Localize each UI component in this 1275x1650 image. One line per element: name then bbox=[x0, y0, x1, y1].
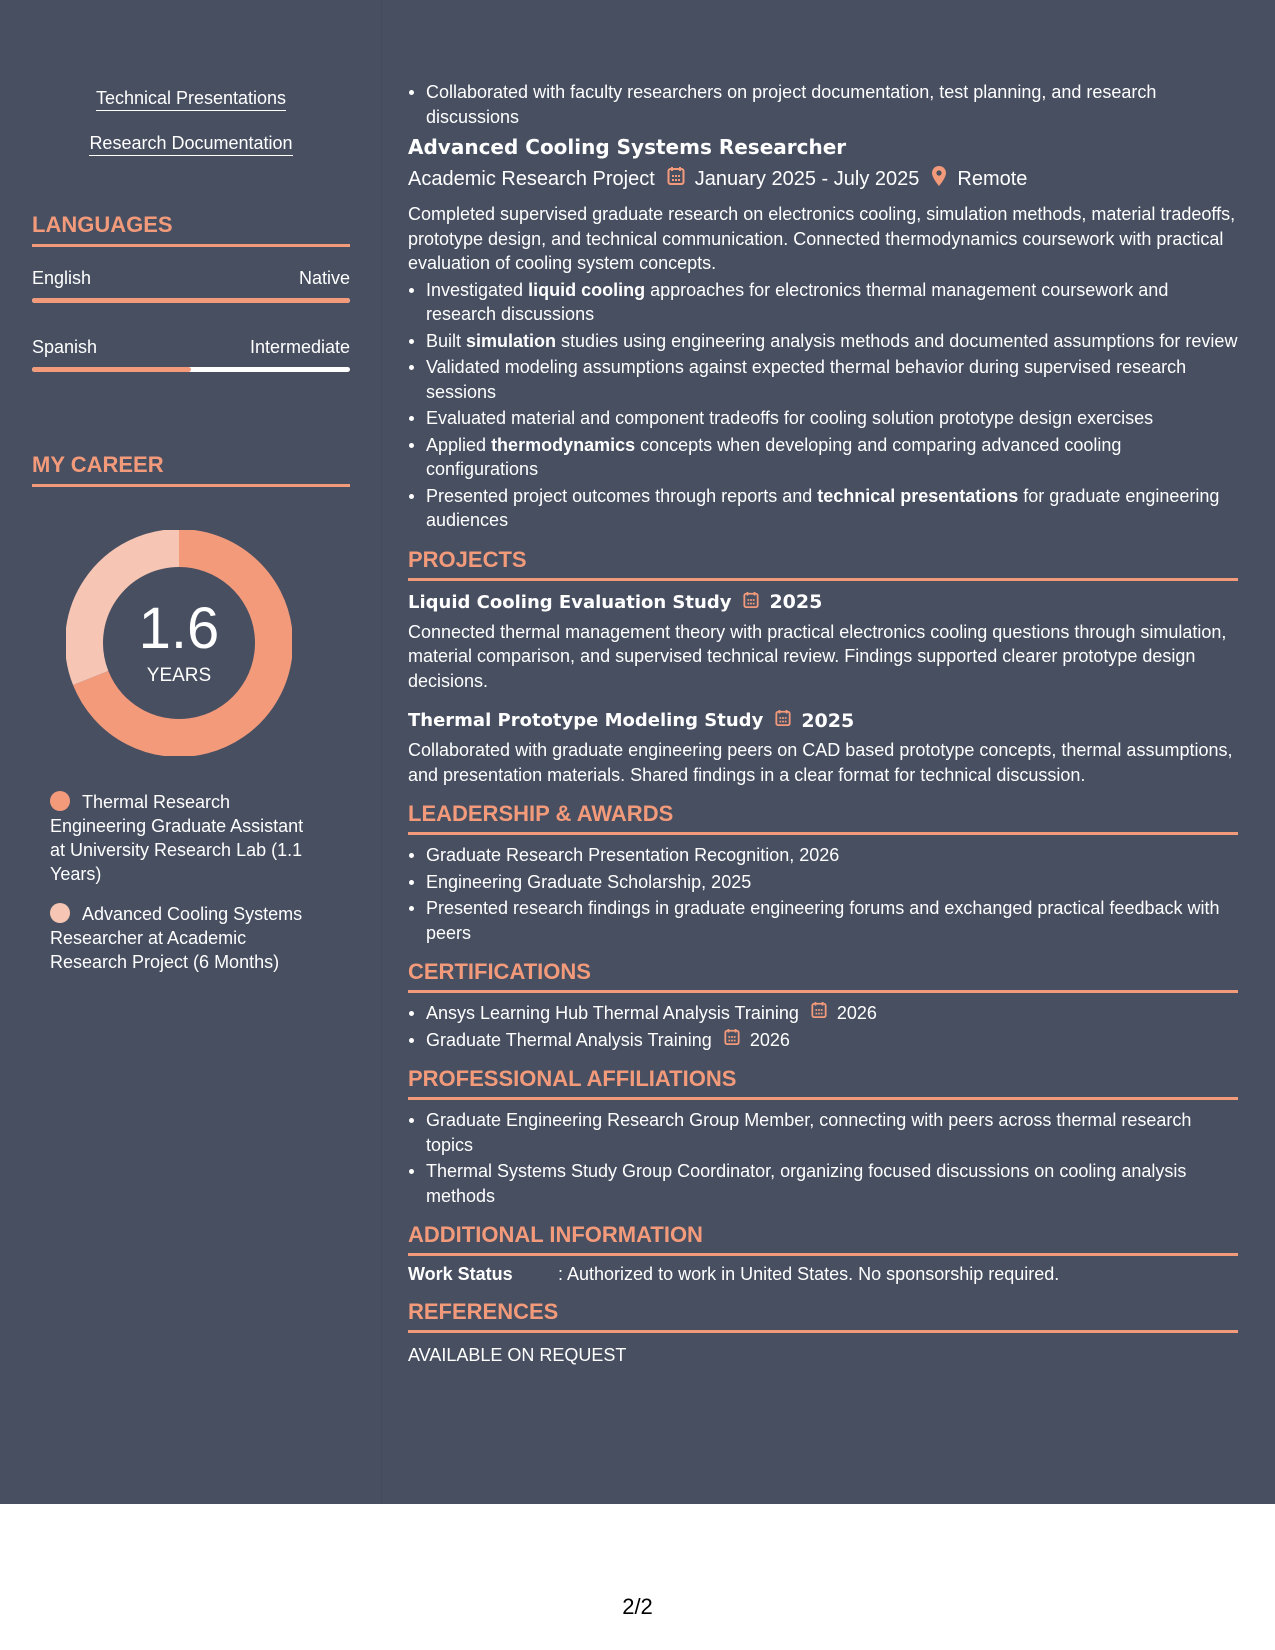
work-status-row bbox=[408, 1264, 1238, 1285]
affiliations-list bbox=[408, 1108, 1238, 1208]
projects-heading: PROJECTS bbox=[408, 547, 1238, 581]
list-item: Applied thermodynamics concepts when developing and comparing advanced cooling configurations bbox=[408, 433, 1238, 482]
calendar-icon bbox=[724, 1028, 740, 1053]
career-legend-item bbox=[50, 790, 320, 886]
project-year: 2025 bbox=[769, 591, 823, 613]
main-content bbox=[408, 0, 1238, 1368]
job-dates: January 2025 - July 2025 bbox=[694, 167, 920, 190]
legend-dot bbox=[50, 903, 70, 923]
list-item: Graduate Engineering Research Group Member, connecting with peers across thermal research topics bbox=[408, 1108, 1238, 1157]
list-item: Presented research findings in graduate engineering forums and exchanged practical feedback with peers bbox=[408, 896, 1238, 945]
cert-year: 2026 bbox=[836, 1003, 877, 1023]
legend-dot bbox=[50, 791, 70, 811]
languages-heading: LANGUAGES bbox=[32, 212, 350, 247]
certifications-heading: CERTIFICATIONS bbox=[408, 959, 1238, 993]
language-row bbox=[32, 337, 350, 358]
awards-list bbox=[408, 843, 1238, 945]
project-description: Collaborated with graduate engineering peers on CAD based prototype concepts, thermal assumptions, and presentation materials. Shared findings in a clear format for technical discussion. bbox=[408, 740, 1233, 785]
job-organization: Academic Research Project bbox=[408, 167, 655, 190]
cert-name: Ansys Learning Hub Thermal Analysis Training bbox=[426, 1003, 799, 1023]
language-name: Spanish bbox=[32, 337, 98, 357]
work-status-value: : Authorized to work in United States. No sponsorship required. bbox=[558, 1264, 1060, 1284]
page-number: 2/2 bbox=[622, 1594, 653, 1619]
language-proficiency-fill bbox=[32, 298, 350, 303]
language-level: Native bbox=[298, 268, 350, 288]
calendar-icon bbox=[775, 709, 791, 732]
list-item: Evaluated material and component tradeoffs for cooling solution prototype design exercises bbox=[408, 406, 1238, 431]
list-item: Graduate Research Presentation Recognition, 2026 bbox=[408, 843, 1238, 868]
career-heading: MY CAREER bbox=[32, 452, 350, 487]
skill-link[interactable] bbox=[32, 133, 350, 154]
project-title: Liquid Cooling Evaluation Study bbox=[408, 591, 732, 613]
job-location: Remote bbox=[957, 167, 1028, 190]
list-item: Collaborated with faculty researchers on project documentation, test planning, and research discussions bbox=[408, 80, 1238, 129]
references-text: AVAILABLE ON REQUEST bbox=[408, 1345, 627, 1365]
project-description: Connected thermal management theory with practical electronics cooling questions through simulation, material comparison, and supervised technical review. Findings supported clearer prototype design decisions. bbox=[408, 621, 1227, 691]
language-proficiency-bar bbox=[32, 367, 350, 372]
language-proficiency-bar bbox=[32, 298, 350, 303]
project-title-row bbox=[408, 591, 1238, 614]
skill-label[interactable]: Technical Presentations bbox=[96, 88, 286, 111]
list-item bbox=[408, 1001, 1238, 1026]
career-legend-text: Advanced Cooling Systems Researcher at Academic Research Project (6 Months) bbox=[50, 904, 303, 972]
references-heading: REFERENCES bbox=[408, 1299, 1238, 1333]
skill-link[interactable] bbox=[32, 88, 350, 109]
cert-year: 2026 bbox=[749, 1029, 790, 1050]
career-legend-item bbox=[50, 902, 320, 974]
list-item: Investigated liquid cooling approaches for electronics thermal management coursework and research discussions bbox=[408, 278, 1238, 327]
project-title: Thermal Prototype Modeling Study bbox=[408, 710, 764, 731]
awards-heading: LEADERSHIP & AWARDS bbox=[408, 801, 1238, 835]
list-item: Engineering Graduate Scholarship, 2025 bbox=[408, 870, 1238, 895]
list-item: Validated modeling assumptions against expected thermal behavior during supervised research sessions bbox=[408, 355, 1238, 404]
additional-info-heading: ADDITIONAL INFORMATION bbox=[408, 1222, 1238, 1256]
language-proficiency-fill bbox=[32, 367, 191, 372]
list-item: Thermal Systems Study Group Coordinator, organizing focused discussions on cooling analysis methods bbox=[408, 1159, 1238, 1208]
career-legend-text: Thermal Research Engineering Graduate Assistant at University Research Lab (1.1 Years) bbox=[50, 792, 304, 884]
work-status-label: Work Status bbox=[408, 1264, 513, 1284]
calendar-icon bbox=[811, 1001, 827, 1026]
job-meta bbox=[408, 165, 1238, 193]
sidebar bbox=[0, 0, 382, 1504]
list-item bbox=[408, 1028, 1238, 1053]
career-years-unit: YEARS bbox=[146, 665, 212, 686]
list-item: Presented project outcomes through reports and technical presentations for graduate engineering audiences bbox=[408, 484, 1238, 533]
list-item: Built simulation studies using engineering analysis methods and documented assumptions for review bbox=[408, 329, 1238, 354]
certifications-list bbox=[408, 1001, 1238, 1052]
career-years-value: 1.6 bbox=[138, 596, 220, 661]
skill-label[interactable]: Research Documentation bbox=[89, 133, 292, 156]
language-row bbox=[32, 268, 350, 289]
calendar-icon bbox=[667, 166, 685, 192]
job-summary: Completed supervised graduate research on electronics cooling, simulation methods, material tradeoffs, prototype design, and technical communication. Connected thermodynamics coursework with practical evaluation of cooling system concepts. bbox=[408, 204, 1236, 273]
cert-name: Graduate Thermal Analysis Training bbox=[426, 1029, 712, 1050]
language-level: Intermediate bbox=[249, 337, 350, 357]
map-pin-icon bbox=[931, 165, 947, 193]
language-name: English bbox=[32, 268, 92, 288]
job-bullets bbox=[408, 278, 1238, 533]
affiliations-heading: PROFESSIONAL AFFILIATIONS bbox=[408, 1066, 1238, 1100]
project-title-row bbox=[408, 709, 1238, 732]
calendar-icon bbox=[743, 591, 759, 614]
previous-job-bullets bbox=[408, 80, 1238, 129]
job-title: Advanced Cooling Systems Researcher bbox=[408, 135, 847, 159]
project-year: 2025 bbox=[801, 709, 855, 732]
